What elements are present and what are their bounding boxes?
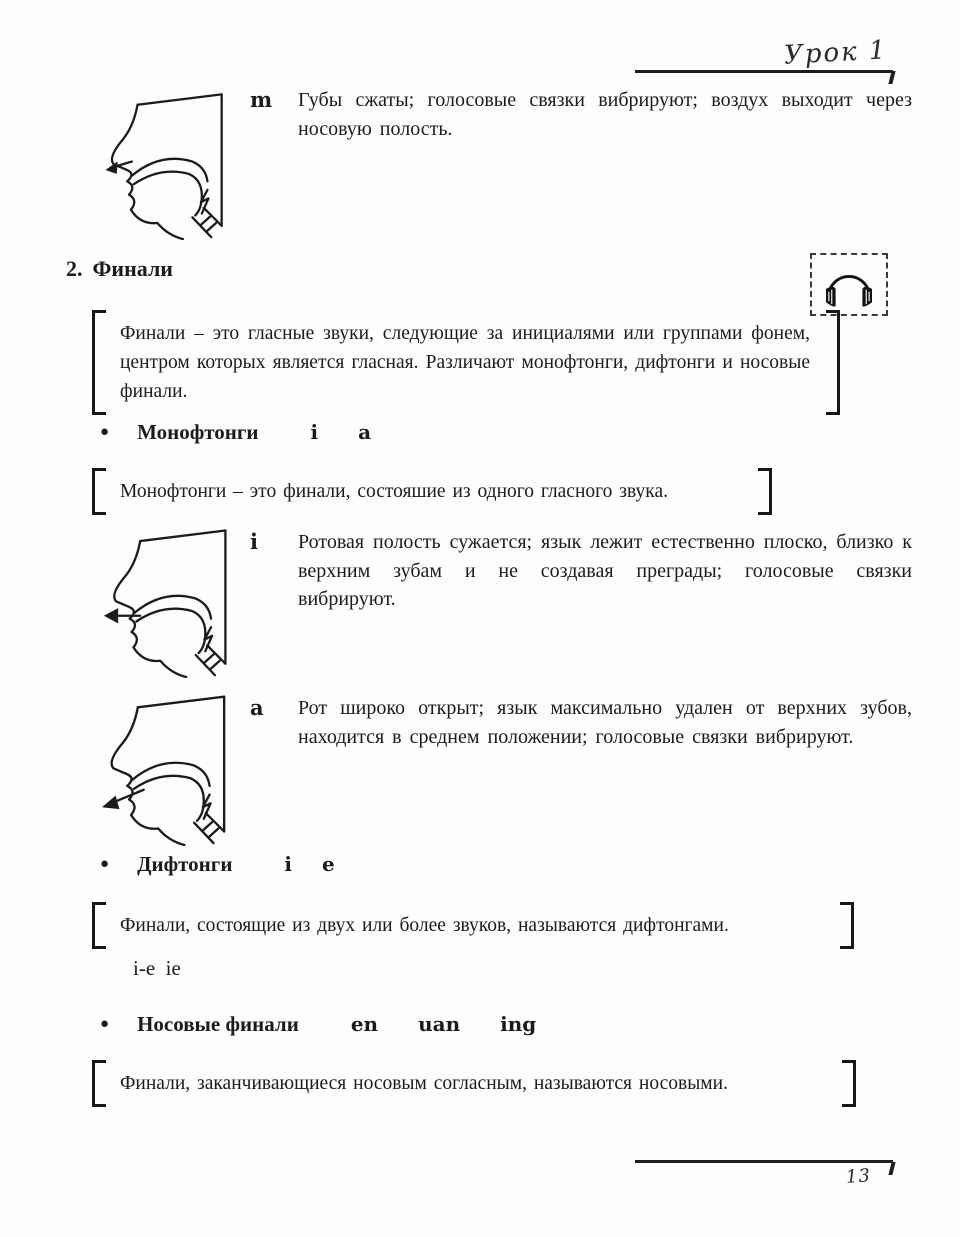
- bracket-right-icon: [758, 468, 772, 515]
- section-heading-finals: [66, 256, 173, 282]
- page-number: 13: [845, 1165, 872, 1188]
- subsection-diphthongs: [100, 852, 335, 879]
- articulation-diagram-i: [98, 520, 236, 678]
- definition-block-finals: [92, 310, 840, 415]
- bracket-right-icon: [826, 310, 840, 415]
- definition-block-monophthongs: [92, 468, 772, 515]
- subsection-nasal-finals: [100, 1012, 536, 1039]
- phoneme-description-a: Рот широко открыт; язык максимально удален от верхних зубов, находится в среднем положении; голосовые связки вибрируют.: [298, 697, 912, 748]
- phoneme-letter-i: i: [250, 529, 258, 554]
- header-rule-tick: [888, 71, 895, 84]
- phoneme-entry-i: [250, 528, 912, 614]
- bracket-left-icon: [92, 1060, 106, 1107]
- bracket-left-icon: [92, 468, 106, 515]
- definition-block-nasal-finals: [92, 1060, 856, 1107]
- section-number: 2.: [66, 256, 83, 281]
- definition-text-finals: Финали – это гласные звуки, следующие за инициалями или группами фонем, центром которых является гласная. Различают монофтонги, дифтонги и носовые финали.: [120, 323, 810, 402]
- bracket-left-icon: [92, 310, 106, 415]
- phoneme-description-i: Ротовая полость сужается; язык лежит естественно плоско, близко к верхним зубам и не создавая преграды; голосовые связки вибрируют.: [298, 531, 912, 610]
- lesson-label: Урок 1: [783, 35, 889, 71]
- footer-rule-tick: [888, 1162, 895, 1175]
- audio-exercise-box: [810, 253, 888, 316]
- phoneme-description-m: Губы сжаты; голосовые связки вибрируют; воздух выходит через носовую полость.: [298, 89, 912, 140]
- phoneme-entry-m: [250, 86, 912, 143]
- subsection-heading-monophthongs: Монофтонги: [137, 420, 259, 444]
- headphones-icon: [820, 262, 878, 308]
- footer-rule: [635, 1160, 893, 1163]
- bracket-right-icon: [842, 1060, 856, 1107]
- definition-text-monophthongs: Монофтонги – это финали, состояшие из одного гласного звука.: [120, 481, 668, 502]
- bracket-left-icon: [92, 902, 106, 949]
- example-letter: en: [350, 1012, 379, 1036]
- example-letter: e: [322, 852, 335, 876]
- subsection-monophthongs: [100, 420, 371, 447]
- bullet-icon: ●: [100, 856, 110, 872]
- phoneme-letter-a: a: [250, 695, 264, 720]
- header-rule: [635, 70, 893, 73]
- phoneme-entry-a: [250, 694, 912, 751]
- example-letter: i: [284, 852, 293, 876]
- definition-text-diphthongs: Финали, состоящие из двух или более звуков, называются дифтонгами.: [120, 915, 729, 936]
- bullet-icon: ●: [100, 424, 110, 440]
- definition-text-nasal-finals: Финали, заканчивающиеся носовым согласным, называются носовыми.: [120, 1073, 728, 1094]
- bracket-right-icon: [840, 902, 854, 949]
- bullet-icon: ●: [100, 1016, 110, 1032]
- example-letter: ing: [500, 1012, 537, 1036]
- example-letter: i: [310, 420, 319, 444]
- section-title: Финали: [92, 256, 173, 281]
- example-letter: a: [358, 420, 372, 444]
- diphthong-example-note: i-e ie: [133, 956, 181, 980]
- phoneme-letter-m: m: [250, 87, 273, 112]
- subsection-heading-nasal-finals: Носовые финали: [137, 1012, 299, 1036]
- articulation-diagram-m: [95, 84, 233, 240]
- articulation-diagram-a: [92, 686, 238, 846]
- definition-block-diphthongs: [92, 902, 854, 949]
- example-letter: uan: [418, 1012, 461, 1036]
- subsection-heading-diphthongs: Дифтонги: [137, 852, 233, 876]
